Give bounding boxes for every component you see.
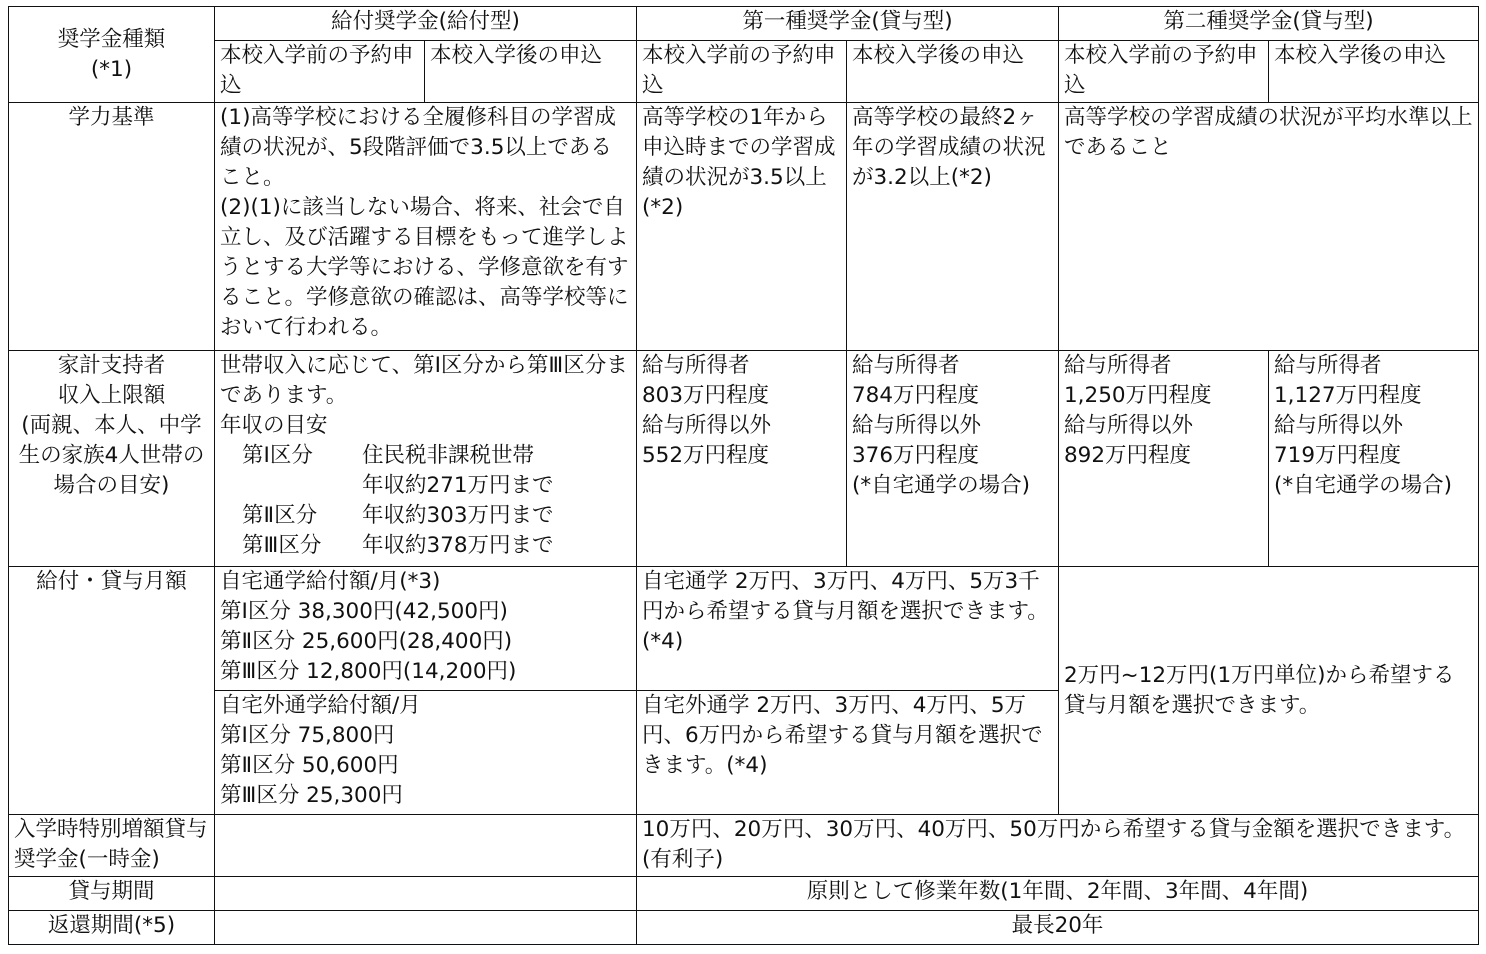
special-label: 入学時特別増額貸与奨学金(一時金) (9, 815, 215, 877)
header-grant-before: 本校入学前の予約申込 (215, 41, 425, 103)
income-grant-row-value: 住民税非課税世帯 年収約271万円まで (362, 443, 554, 498)
income-grant-row-value: 年収約378万円まで (362, 533, 554, 558)
header-loan2: 第二種奨学金(貸与型) (1059, 7, 1479, 41)
repay-value: 最長20年 (637, 911, 1479, 945)
monthly-label: 給付・貸与月額 (9, 567, 215, 815)
income-grant (215, 351, 637, 567)
special-grant-empty (215, 815, 637, 877)
header-loan1-after: 本校入学後の申込 (847, 41, 1059, 103)
income-grant-row-label: 第Ⅱ区分 (242, 503, 318, 528)
academic-grant: (1)高等学校における全履修科目の学習成績の状況が、5段階評価で3.5以上であること。 (2)(1)に該当しない場合、将来、社会で自立し、及び活躍する目標をもって進学しようとする大学等における、学修意欲を有すること。学修意欲の確認は、高等学校等において行われる。 (215, 103, 637, 351)
header-loan2-after: 本校入学後の申込 (1269, 41, 1479, 103)
income-loan1-after: 給与所得者 784万円程度 給与所得以外 376万円程度 (*自宅通学の場合) (847, 351, 1059, 567)
income-grant-row-label: 第Ⅲ区分 (242, 533, 322, 558)
scholarship-table (8, 6, 1479, 945)
monthly-loan2: 2万円~12万円(1万円単位)から希望する貸与月額を選択できます。 (1059, 567, 1479, 815)
monthly-loan1-away: 自宅外通学 2万円、3万円、4万円、5万円、6万円から希望する貸与月額を選択できます。(*4) (637, 691, 1059, 815)
header-grant: 給付奨学金(給付型) (215, 7, 637, 41)
period-label: 貸与期間 (9, 877, 215, 911)
academic-loan2: 高等学校の学習成績の状況が平均水準以上であること (1059, 103, 1479, 351)
income-grant-row-label: 第Ⅰ区分 (242, 443, 313, 468)
income-grant-intro: 世帯収入に応じて、第Ⅰ区分から第Ⅲ区分まであります。 年収の目安 (220, 353, 628, 438)
monthly-loan1-home: 自宅通学 2万円、3万円、4万円、5万3千円から希望する貸与月額を選択できます。(*4) (637, 567, 1059, 691)
header-grant-after: 本校入学後の申込 (425, 41, 637, 103)
period-value: 原則として修業年数(1年間、2年間、3年間、4年間) (637, 877, 1479, 911)
header-loan2-before: 本校入学前の予約申込 (1059, 41, 1269, 103)
academic-label: 学力基準 (9, 103, 215, 351)
header-loan1-before: 本校入学前の予約申込 (637, 41, 847, 103)
monthly-grant-away: 自宅外通学給付額/月 第Ⅰ区分 75,800円 第Ⅱ区分 50,600円 第Ⅲ区分 25,300円 (215, 691, 637, 815)
income-label: 家計支持者 収入上限額 (両親、本人、中学生の家族4人世帯の場合の目安) (9, 351, 215, 567)
special-value: 10万円、20万円、30万円、40万円、50万円から希望する貸与金額を選択できます。 (有利子) (637, 815, 1479, 877)
academic-loan1-before: 高等学校の1年から申込時までの学習成績の状況が3.5以上(*2) (637, 103, 847, 351)
income-loan2-after: 給与所得者 1,127万円程度 給与所得以外 719万円程度 (*自宅通学の場合) (1269, 351, 1479, 567)
academic-loan1-after: 高等学校の最終2ヶ年の学習成績の状況が3.2以上(*2) (847, 103, 1059, 351)
repay-label: 返還期間(*5) (9, 911, 215, 945)
income-grant-row-value: 年収約303万円まで (362, 503, 554, 528)
income-loan1-before: 給与所得者 803万円程度 給与所得以外 552万円程度 (637, 351, 847, 567)
header-type: 奨学金種類 (*1) (9, 7, 215, 103)
repay-grant-empty (215, 911, 637, 945)
header-loan1: 第一種奨学金(貸与型) (637, 7, 1059, 41)
income-loan2-before: 給与所得者 1,250万円程度 給与所得以外 892万円程度 (1059, 351, 1269, 567)
period-grant-empty (215, 877, 637, 911)
monthly-grant-home: 自宅通学給付額/月(*3) 第Ⅰ区分 38,300円(42,500円) 第Ⅱ区分 25,600円(28,400円) 第Ⅲ区分 12,800円(14,200円) (215, 567, 637, 691)
